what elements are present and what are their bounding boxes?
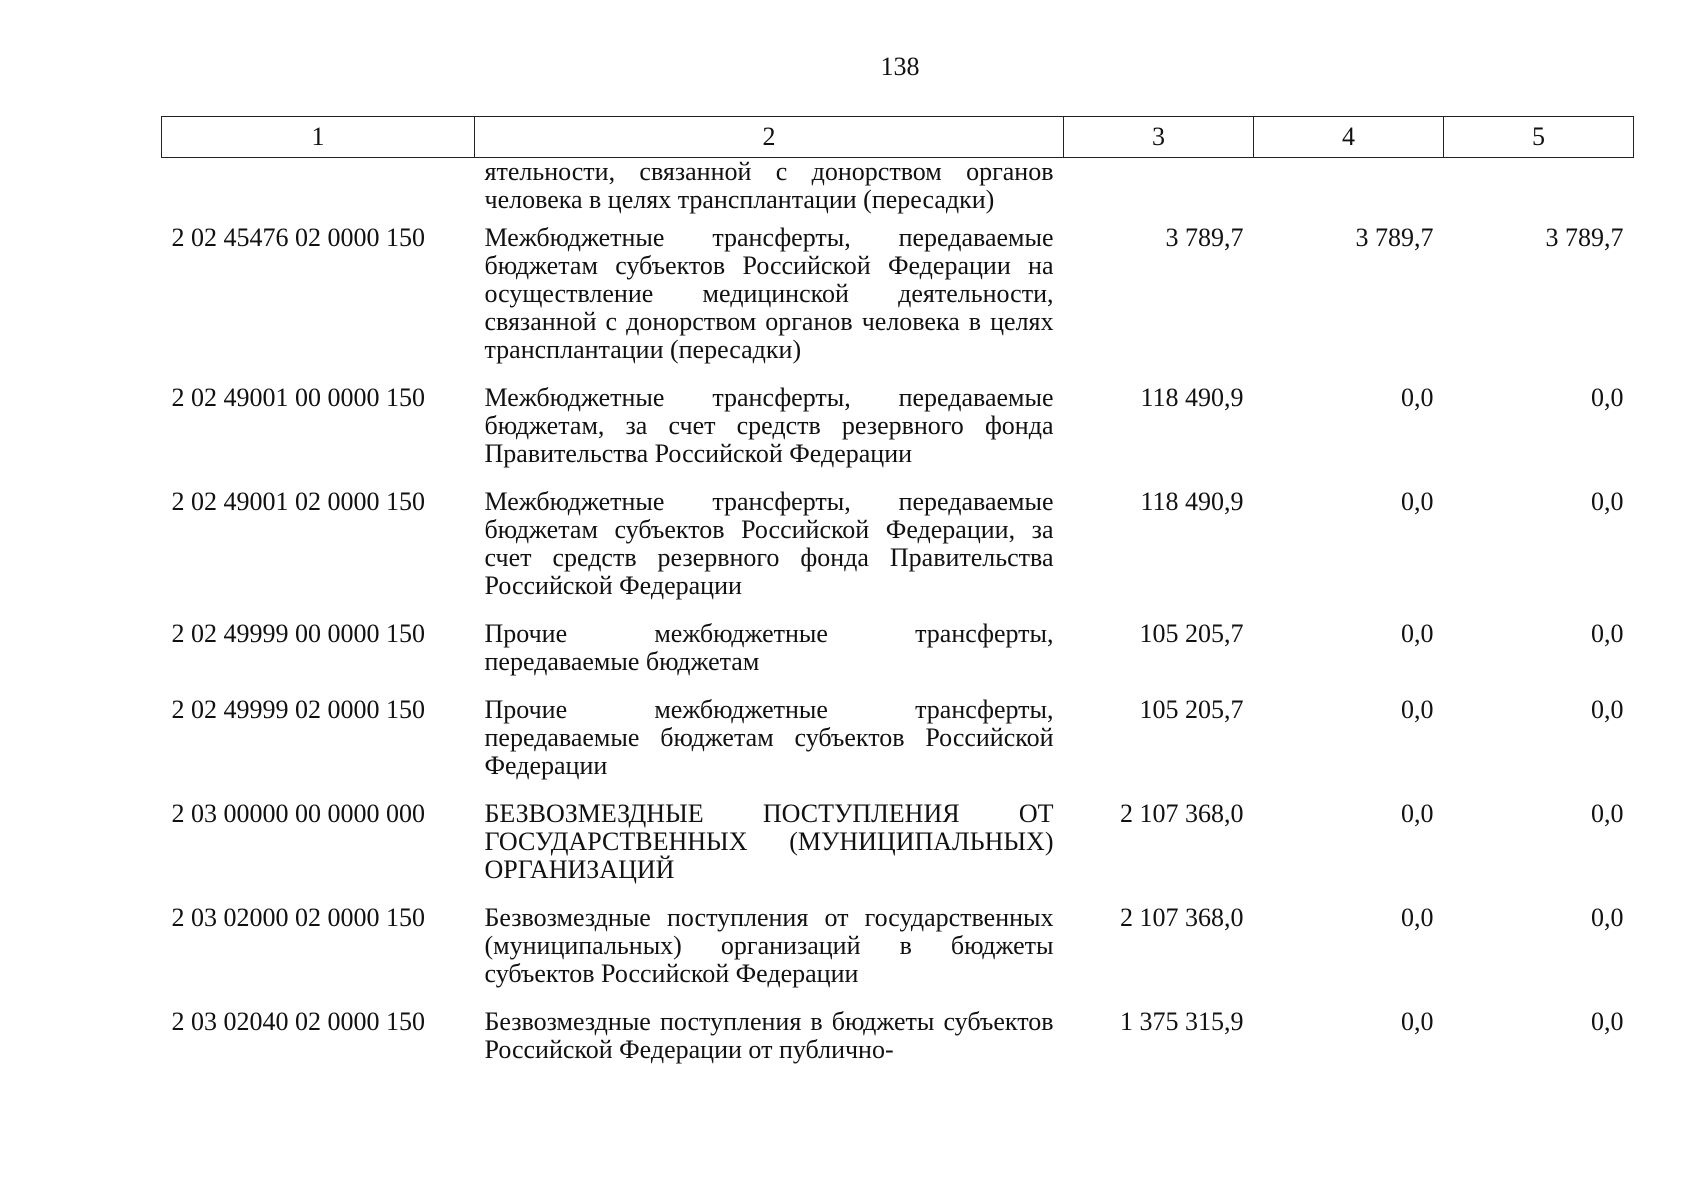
continuation-row	[162, 158, 1634, 225]
row-value-col-3: 2 107 368,0	[1120, 903, 1244, 932]
header-col-5: 5	[1444, 117, 1634, 158]
header-col-1: 1	[162, 117, 475, 158]
table-body	[162, 158, 1634, 1085]
header-col-4: 4	[1254, 117, 1444, 158]
table-row	[162, 904, 1634, 1008]
continuation-description: ятельности, связанной с донорством органов человека в целях трансплантации (пересадки)	[484, 157, 1054, 214]
row-value-col-4: 0,0	[1401, 1007, 1434, 1036]
row-value-col-5: 0,0	[1591, 383, 1624, 412]
table-row	[162, 696, 1634, 800]
row-code: 2 02 45476 02 0000 150	[171, 223, 425, 252]
row-value-col-5: 3 789,7	[1545, 223, 1624, 252]
row-value-col-4: 0,0	[1401, 799, 1434, 828]
row-code: 2 02 49999 02 0000 150	[171, 695, 425, 724]
row-code: 2 02 49999 00 0000 150	[171, 619, 425, 648]
row-value-col-5: 0,0	[1591, 487, 1624, 516]
row-description: Безвозмездные поступления от государственных (муниципальных) организаций в бюджеты субъектов Российской Федерации	[484, 903, 1054, 988]
row-value-col-4: 0,0	[1401, 903, 1434, 932]
row-description: Безвозмездные поступления в бюджеты субъектов Российской Федерации от публично-	[484, 1007, 1054, 1064]
table-row	[162, 384, 1634, 488]
table-row	[162, 620, 1634, 696]
row-description: Прочие межбюджетные трансферты, передаваемые бюджетам	[484, 619, 1054, 676]
row-value-col-3: 105 205,7	[1139, 695, 1244, 724]
table-header	[162, 117, 1634, 158]
row-description: Межбюджетные трансферты, передаваемые бюджетам субъектов Российской Федерации на осуществление медицинской деятельности, связанной с донорством органов человека в целях трансплантации (пересадки)	[484, 223, 1054, 364]
row-description: Прочие межбюджетные трансферты, передаваемые бюджетам субъектов Российской Федерации	[484, 695, 1054, 780]
row-value-col-4: 0,0	[1401, 487, 1434, 516]
row-code: 2 02 49001 00 0000 150	[171, 383, 425, 412]
row-value-col-5: 0,0	[1591, 695, 1624, 724]
row-value-col-4: 0,0	[1401, 695, 1434, 724]
continuation-col-5	[1444, 158, 1634, 225]
table-row	[162, 800, 1634, 904]
row-value-col-3: 118 490,9	[1140, 487, 1244, 516]
table-row	[162, 1008, 1634, 1084]
table-row	[162, 224, 1634, 384]
row-value-col-3: 118 490,9	[1140, 383, 1244, 412]
continuation-col-3	[1064, 158, 1254, 225]
row-code: 2 02 49001 02 0000 150	[171, 487, 425, 516]
row-code: 2 03 02040 02 0000 150	[171, 1007, 425, 1036]
budget-table	[161, 116, 1634, 1084]
row-value-col-3: 1 375 315,9	[1120, 1007, 1244, 1036]
row-value-col-4: 3 789,7	[1355, 223, 1434, 252]
row-description: Межбюджетные трансферты, передаваемые бюджетам субъектов Российской Федерации, за счет средств резервного фонда Правительства Российской Федерации	[484, 487, 1054, 600]
row-value-col-4: 0,0	[1401, 383, 1434, 412]
row-value-col-4: 0,0	[1401, 619, 1434, 648]
row-value-col-3: 3 789,7	[1165, 223, 1244, 252]
row-value-col-5: 0,0	[1591, 1007, 1624, 1036]
row-value-col-5: 0,0	[1591, 903, 1624, 932]
header-col-3: 3	[1064, 117, 1254, 158]
row-value-col-3: 105 205,7	[1139, 619, 1244, 648]
row-value-col-5: 0,0	[1591, 799, 1624, 828]
page-number: 138	[880, 52, 920, 81]
row-value-col-3: 2 107 368,0	[1120, 799, 1244, 828]
continuation-col-4	[1254, 158, 1444, 225]
header-col-2: 2	[475, 117, 1064, 158]
row-description: Межбюджетные трансферты, передаваемые бюджетам, за счет средств резервного фонда Правительства Российской Федерации	[484, 383, 1054, 468]
row-value-col-5: 0,0	[1591, 619, 1624, 648]
header-row	[162, 117, 1634, 158]
row-code: 2 03 00000 00 0000 000	[171, 799, 425, 828]
continuation-code-cell	[162, 158, 475, 225]
table-row	[162, 488, 1634, 620]
row-description: БЕЗВОЗМЕЗДНЫЕ ПОСТУПЛЕНИЯ ОТ ГОСУДАРСТВЕННЫХ (МУНИЦИПАЛЬНЫХ) ОРГАНИЗАЦИЙ	[484, 799, 1054, 884]
row-code: 2 03 02000 02 0000 150	[171, 903, 425, 932]
